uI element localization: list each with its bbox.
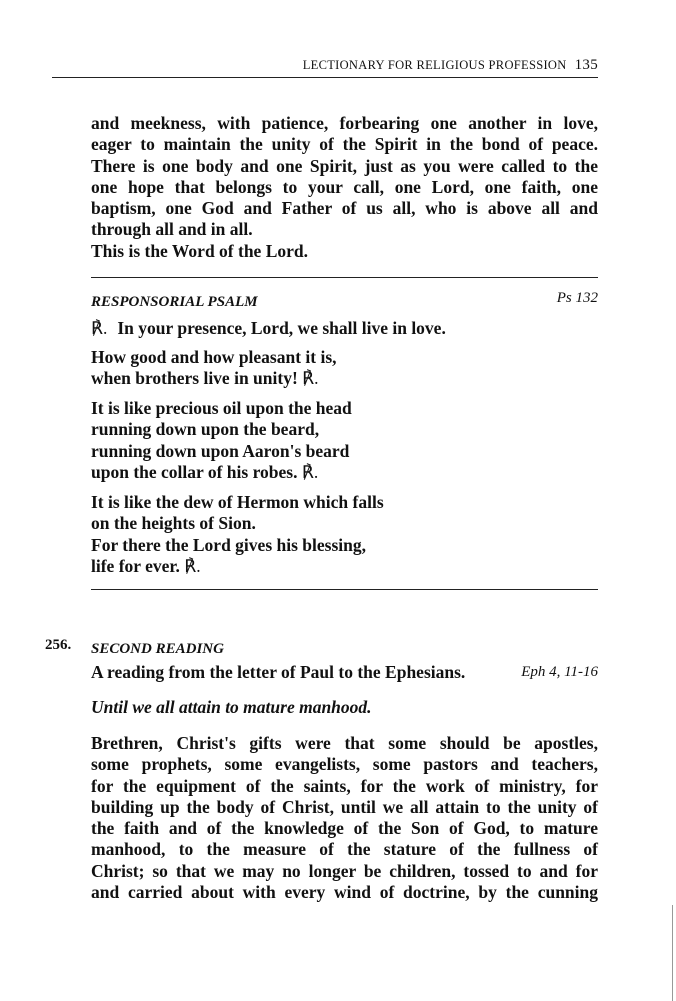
reading-closing: This is the Word of the Lord. [91, 240, 308, 261]
psalm-reference: Ps 132 [556, 290, 598, 306]
response-symbol: ℟. [91, 318, 108, 338]
page-number: 135 [574, 57, 598, 73]
reading-summary: Until we all attain to mature manhood. [91, 697, 372, 717]
section-rule-bottom [91, 589, 598, 590]
text-line: building up the body of Christ, until we all attain to the unity of [91, 796, 598, 817]
text-line: the faith and of the knowledge of the Son of God, to mature [91, 818, 598, 839]
second-reading-title: SECOND READING [91, 641, 224, 657]
psalm-line: How good and how pleasant it is, [91, 347, 337, 367]
second-reading-text [91, 733, 598, 903]
psalm-line: upon the collar of his robes. ℟. [91, 461, 319, 482]
text-line: some prophets, some evangelists, some pastors and teachers, [91, 754, 598, 775]
header-rule [52, 77, 598, 78]
text-line: for the equipment of the saints, for the work of ministry, for [91, 775, 598, 796]
text-line: Christ; so that we may no longer be children, tossed to and for [91, 860, 598, 881]
psalm-line: running down upon Aaron's beard [91, 440, 350, 461]
reading-intro: A reading from the letter of Paul to the Ephesians. [91, 662, 466, 682]
psalm-response [91, 318, 598, 339]
text-line: baptism, one God and Father of us all, who is above all and [91, 198, 598, 219]
text-line: eager to maintain the unity of the Spirit in the bond of peace. [91, 134, 598, 155]
psalm-stanza-2 [91, 398, 598, 483]
text-line: Brethren, Christ's gifts were that some should be apostles, [91, 733, 598, 753]
psalm-line: For there the Lord gives his blessing, [91, 534, 366, 555]
psalm-stanza-1 [91, 347, 598, 390]
page-edge-line [672, 905, 673, 1001]
response-symbol: ℟. [302, 368, 319, 389]
psalm-title: RESPONSORIAL PSALM [91, 294, 258, 310]
running-title: LECTIONARY FOR RELIGIOUS PROFESSION [302, 58, 567, 72]
psalm-line: on the heights of Sion. [91, 513, 256, 534]
text-line: and carried about with every wind of doctrine, by the cunning [91, 882, 598, 903]
first-reading-text [91, 113, 598, 262]
response-symbol: ℟. [184, 555, 201, 576]
psalm-heading [91, 290, 598, 313]
text-line: There is one body and one Spirit, just as you were called to the [91, 155, 598, 176]
reading-reference: Eph 4, 11-16 [521, 664, 598, 680]
psalm-line: running down upon the beard, [91, 419, 320, 440]
running-header [52, 57, 598, 74]
text-line: manhood, to the measure of the stature of the fullness of [91, 839, 598, 860]
psalm-stanza-3 [91, 492, 598, 577]
text-line: and meekness, with patience, forbearing one another in love, [91, 113, 598, 133]
text-line: one hope that belongs to your call, one Lord, one faith, one [91, 176, 598, 197]
second-reading-heading [91, 637, 598, 660]
psalm-line: when brothers live in unity! ℟. [91, 368, 319, 389]
psalm-line: It is like precious oil upon the head [91, 398, 352, 418]
text-line: through all and in all. [91, 219, 253, 240]
psalm-line: It is like the dew of Hermon which falls [91, 492, 384, 512]
psalm-line: life for ever. ℟. [91, 555, 201, 576]
reading-number: 256. [45, 637, 72, 653]
section-rule-top [91, 277, 598, 278]
response-text: In your presence, Lord, we shall live in love. [117, 318, 446, 338]
response-symbol: ℟. [301, 461, 319, 482]
